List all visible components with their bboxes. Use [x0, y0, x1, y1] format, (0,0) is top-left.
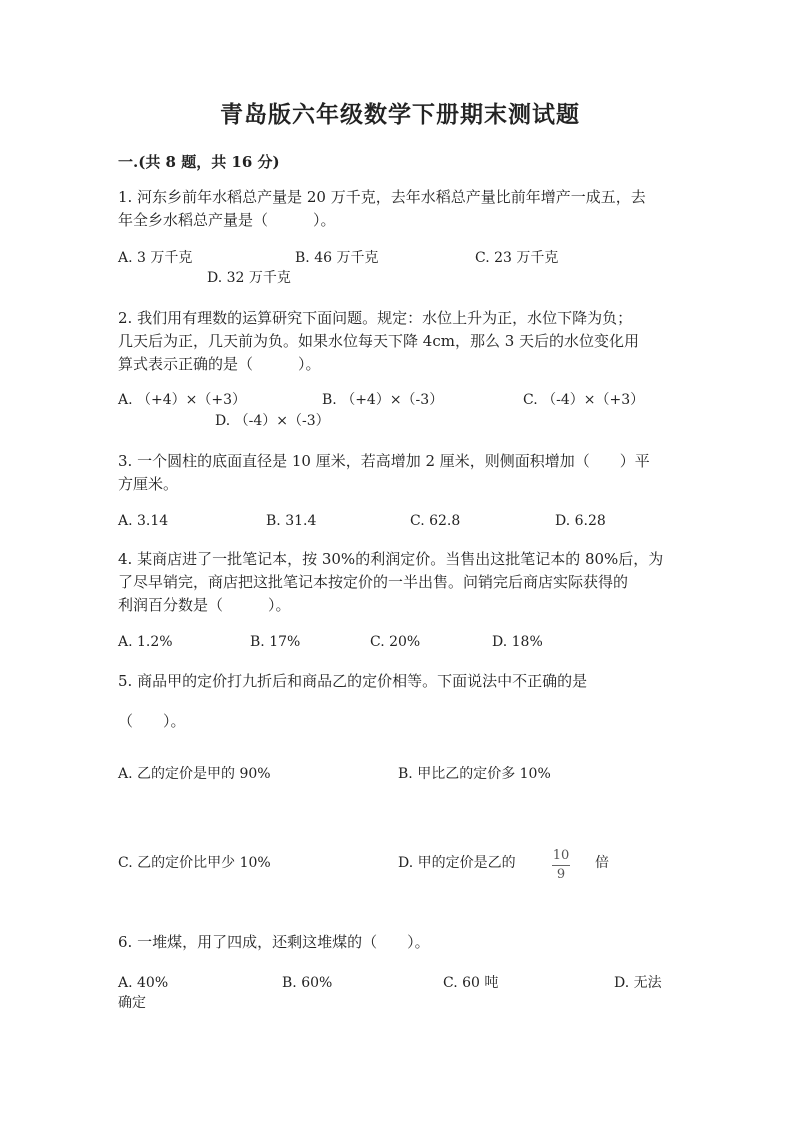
- option-b: B. 甲比乙的定价多 10%: [398, 766, 551, 782]
- option-a: A. 3.14: [118, 513, 169, 529]
- question-line: 6. 一堆煤，用了四成，还剩这堆煤的（ ）。: [118, 933, 430, 951]
- option-d: D. 18%: [492, 634, 543, 650]
- option-a: A. 乙的定价是甲的 90%: [118, 766, 271, 782]
- question-line: 几天后为正，几天前为负。如果水位每天下降 4cm，那么 3 天后的水位变化用: [118, 332, 640, 350]
- question-line: 5. 商品甲的定价打九折后和商品乙的定价相等。下面说法中不正确的是: [118, 672, 588, 690]
- option-b: B. （+4）×（-3）: [322, 392, 444, 408]
- option-a: A. （+4）×（+3）: [118, 392, 247, 408]
- question-4: [118, 548, 684, 617]
- fraction-bar: [552, 865, 570, 866]
- page-title: 青岛版六年级数学下册期末测试题: [220, 101, 580, 128]
- fraction-denominator: 9: [556, 867, 566, 882]
- option-c: C. 乙的定价比甲少 10%: [118, 855, 271, 871]
- option-b: B. 60%: [282, 975, 333, 991]
- option-c: C. 23 万千克: [475, 250, 559, 266]
- option-a: A. 1.2%: [118, 634, 173, 650]
- question-line: 了尽早销完，商店把这批笔记本按定价的一半出售。问销完后商店实际获得的: [118, 573, 629, 591]
- question-2: [118, 307, 684, 376]
- option-c: C. （-4）×（+3）: [523, 392, 645, 408]
- fraction-numerator: 10: [552, 848, 570, 863]
- question-line: 4. 某商店进了一批笔记本，按 30%的利润定价。当售出这批笔记本的 80%后，为: [118, 550, 664, 568]
- option-d: D. （-4）×（-3）: [215, 413, 330, 429]
- option-d: D. 甲的定价是乙的: [398, 855, 516, 871]
- option-b: B. 46 万千克: [295, 250, 379, 266]
- question-1: [118, 186, 684, 232]
- option-c: C. 60 吨: [443, 975, 499, 991]
- question-line: 3. 一个圆柱的底面直径是 10 厘米，若高增加 2 厘米，则侧面积增加（ ）平: [118, 452, 650, 470]
- fraction: [552, 848, 570, 883]
- option-d-suffix: 倍: [595, 855, 609, 871]
- question-line: 方厘米。: [118, 475, 179, 493]
- option-a: A. 3 万千克: [118, 250, 193, 266]
- option-d: D. 32 万千克: [207, 270, 291, 286]
- option-a: A. 40%: [118, 975, 169, 991]
- option-c: C. 20%: [370, 634, 421, 650]
- option-d: D. 6.28: [555, 513, 606, 529]
- question-line: 1. 河东乡前年水稻总产量是 20 万千克，去年水稻总产量比前年增产一成五，去: [118, 188, 646, 206]
- section-heading: 一.(共 8 题，共 16 分): [118, 153, 280, 171]
- question-line: 利润百分数是（ ）。: [118, 596, 291, 614]
- question-line: 年全乡水稻总产量是（ ）。: [118, 211, 336, 229]
- question-line: （ ）。: [118, 712, 186, 730]
- option-c: C. 62.8: [410, 513, 461, 529]
- question-line: 算式表示正确的是（ ）。: [118, 355, 321, 373]
- question-line: 2. 我们用有理数的运算研究下面问题。规定：水位上升为正，水位下降为负；: [118, 309, 633, 327]
- option-d: D. 无法: [614, 975, 662, 991]
- question-5-continued: [118, 710, 684, 733]
- question-3: [118, 450, 684, 496]
- option-b: B. 17%: [250, 634, 301, 650]
- question-6: [118, 931, 684, 954]
- question-5: [118, 670, 684, 693]
- option-d-continued: 确定: [118, 995, 146, 1011]
- option-b: B. 31.4: [266, 513, 317, 529]
